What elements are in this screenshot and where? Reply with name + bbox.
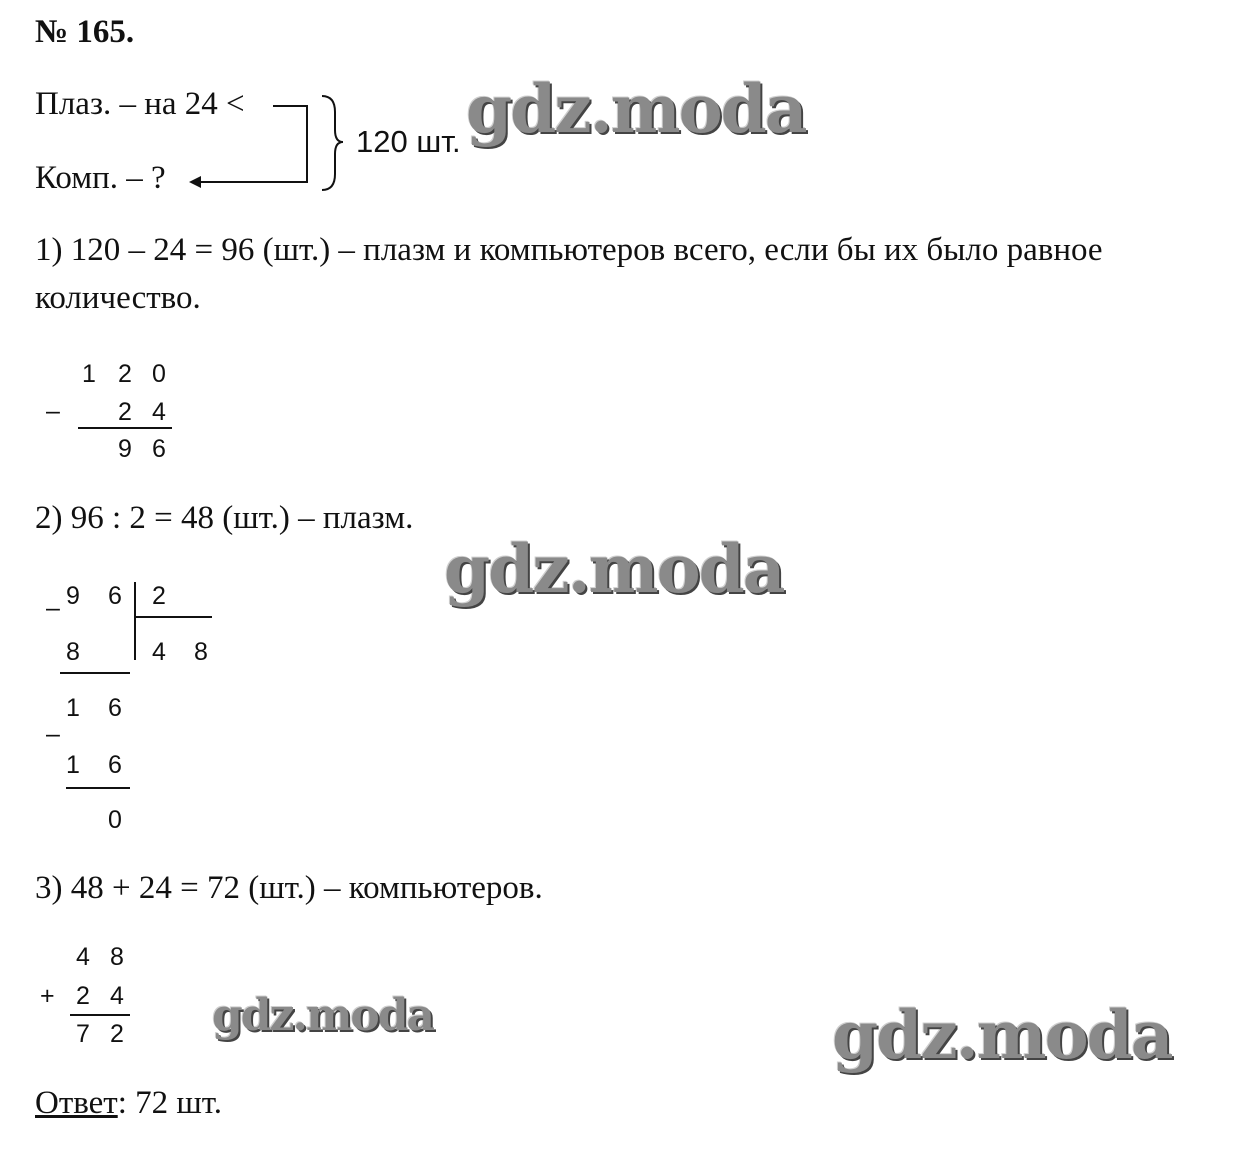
digit: 4 bbox=[152, 398, 166, 426]
minus-sign: – bbox=[46, 594, 60, 622]
watermark: gdz.moda bbox=[444, 530, 784, 608]
digit: 1 bbox=[66, 694, 80, 722]
step-3-text: 3) 48 + 24 = 72 (шт.) – компьютеров. bbox=[35, 870, 543, 906]
minus-sign: – bbox=[46, 720, 60, 748]
scheme-arrow-brace bbox=[185, 90, 355, 200]
digit: 6 bbox=[108, 694, 122, 722]
digit: 1 bbox=[82, 360, 96, 388]
digit: 9 bbox=[118, 435, 132, 463]
scheme-line-plasma: Плаз. – на 24 < bbox=[35, 86, 245, 122]
digit: 8 bbox=[66, 638, 80, 666]
result-line bbox=[60, 672, 130, 674]
plus-sign: + bbox=[40, 982, 55, 1010]
digit: 6 bbox=[152, 435, 166, 463]
digit: 2 bbox=[110, 1020, 124, 1048]
step-1-text: 1) 120 – 24 = 96 (шт.) – плазм и компьютеров всего, если бы их было равное bbox=[35, 232, 1103, 268]
step-2-text: 2) 96 : 2 = 48 (шт.) – плазм. bbox=[35, 500, 414, 536]
digit: 2 bbox=[118, 398, 132, 426]
result-line bbox=[78, 427, 172, 429]
answer bbox=[35, 1085, 222, 1122]
result-line bbox=[66, 787, 130, 789]
scheme-line-computers: Комп. – ? bbox=[35, 160, 166, 196]
divisor: 2 bbox=[152, 582, 166, 610]
answer-text: : 72 шт. bbox=[117, 1085, 222, 1121]
digit: 0 bbox=[108, 806, 122, 834]
digit: 6 bbox=[108, 582, 122, 610]
digit: 7 bbox=[76, 1020, 90, 1048]
digit: 4 bbox=[110, 982, 124, 1010]
answer-label: Ответ bbox=[35, 1085, 118, 1121]
quotient-digit: 8 bbox=[194, 638, 208, 666]
scheme-total: 120 шт. bbox=[356, 124, 461, 159]
problem-number: № 165. bbox=[35, 14, 135, 50]
digit: 8 bbox=[110, 943, 124, 971]
division-bar-horizontal bbox=[134, 616, 212, 618]
digit: 2 bbox=[76, 982, 90, 1010]
quotient-digit: 4 bbox=[152, 638, 166, 666]
watermark: gdz.moda bbox=[212, 990, 434, 1041]
watermark: gdz.moda bbox=[832, 996, 1172, 1074]
watermark: gdz.moda bbox=[466, 70, 806, 148]
division-bar-vertical bbox=[134, 582, 136, 660]
digit: 0 bbox=[152, 360, 166, 388]
result-line bbox=[70, 1014, 130, 1016]
minus-sign: – bbox=[46, 397, 60, 425]
digit: 6 bbox=[108, 751, 122, 779]
digit: 4 bbox=[76, 943, 90, 971]
step-1-text-cont: количество. bbox=[35, 280, 201, 316]
digit: 1 bbox=[66, 751, 80, 779]
digit: 9 bbox=[66, 582, 80, 610]
digit: 2 bbox=[118, 360, 132, 388]
